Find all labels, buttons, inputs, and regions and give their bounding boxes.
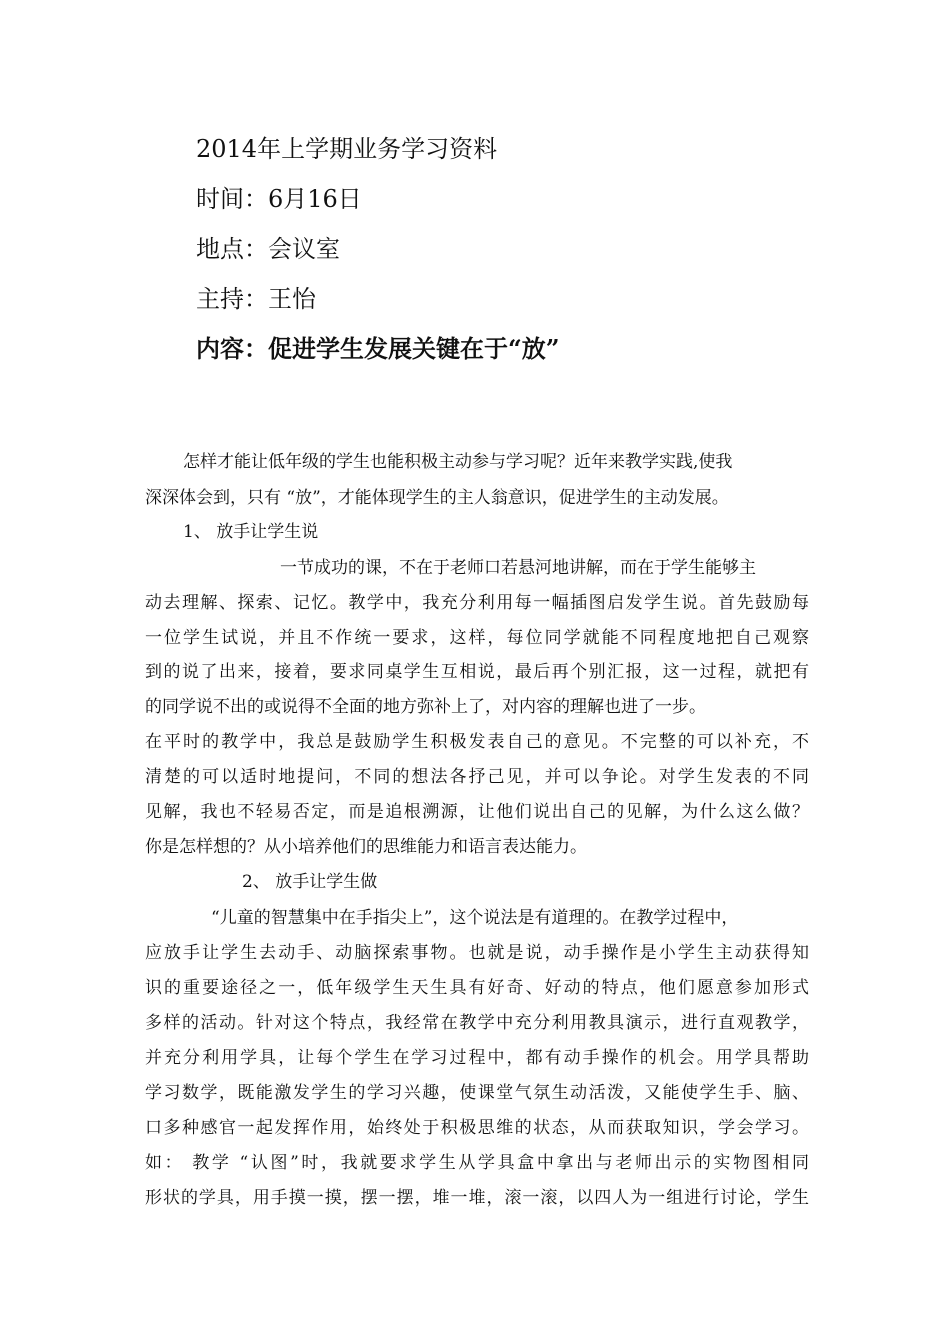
- intro-line-1: 怎样才能让低年级的学生也能积极主动参与学习呢？近年来教学实践,使我: [183, 452, 733, 472]
- section2-para1-line-6: 学习数学，既能激发学生的学习兴趣，使课堂气氛生动活泼，又能使学生手、脑、: [145, 1083, 809, 1103]
- section2-para1-line-4: 多样的活动。针对这个特点，我经常在教学中充分利用教具演示，进行直观教学，: [145, 1013, 809, 1033]
- section1-para2-line-4: 你是怎样想的？从小培养他们的思维能力和语言表达能力。: [145, 837, 587, 857]
- section1-para1-line-4: 到的说了出来，接着，要求同桌学生互相说，最后再个别汇报，这一过程，就把有: [145, 662, 809, 682]
- section1-para1-line-3: 一位学生试说，并且不作统一要求，这样，每位同学就能不同程度地把自己观察: [145, 628, 809, 648]
- section1-para1-line-1: 一节成功的课，不在于老师口若悬河地讲解，而在于学生能够主: [280, 558, 756, 578]
- section2-para1-line-8: 如： 教学 “认图”时，我就要求学生从学具盒中拿出与老师出示的实物图相同: [145, 1153, 809, 1173]
- content-value: 促进学生发展关键在于“放”: [268, 334, 560, 363]
- place-value: 会议室: [268, 235, 340, 263]
- time-label: 时间：: [196, 185, 268, 213]
- time-value: 6月16日: [268, 185, 362, 213]
- document-title: 2014年上学期业务学习资料: [196, 135, 498, 163]
- host-line: [196, 284, 316, 314]
- section2-para1-line-2: 应放手让学生去动手、动脑探索事物。也就是说，动手操作是小学生主动获得知: [145, 943, 809, 963]
- content-label: 内容：: [196, 334, 268, 363]
- section2-heading: 2、 放手让学生做: [242, 872, 378, 892]
- section2-para1-line-5: 并充分利用学具，让每个学生在学习过程中，都有动手操作的机会。用学具帮助: [145, 1048, 809, 1068]
- section1-para1-line-5: 的同学说不出的或说得不全面的地方弥补上了，对内容的理解也进了一步。: [145, 697, 706, 717]
- section2-para1-line-3: 识的重要途径之一，低年级学生天生具有好奇、好动的特点，他们愿意参加形式: [145, 978, 809, 998]
- section1-para2-line-1: 在平时的教学中，我总是鼓励学生积极发表自己的意见。不完整的可以补充，不: [145, 732, 809, 752]
- section2-para1-line-9: 形状的学具，用手摸一摸，摆一摆，堆一堆，滚一滚，以四人为一组进行讨论，学生: [145, 1188, 809, 1208]
- place-line: [196, 234, 340, 264]
- content-line: [196, 334, 560, 364]
- section1-para1-line-2: 动去理解、探索、记忆。教学中，我充分利用每一幅插图启发学生说。首先鼓励每: [145, 593, 809, 613]
- host-value: 王怡: [268, 285, 316, 313]
- section1-heading: 1、 放手让学生说: [183, 522, 319, 542]
- place-label: 地点：: [196, 235, 268, 263]
- time-line: [196, 184, 362, 214]
- section1-para2-line-2: 清楚的可以适时地提问，不同的想法各抒己见，并可以争论。对学生发表的不同: [145, 767, 809, 787]
- section2-para1-line-1: “儿童的智慧集中在手指尖上”，这个说法是有道理的。在教学过程中，: [211, 908, 739, 928]
- host-label: 主持：: [196, 285, 268, 313]
- section2-para1-line-7: 口多种感官一起发挥作用，始终处于积极思维的状态，从而获取知识，学会学习。: [145, 1118, 809, 1138]
- intro-line-2: 深深体会到，只有 “放”，才能体现学生的主人翁意识，促进学生的主动发展。: [145, 488, 729, 508]
- section1-para2-line-3: 见解，我也不轻易否定，而是追根溯源，让他们说出自己的见解，为什么这么做？: [145, 802, 809, 822]
